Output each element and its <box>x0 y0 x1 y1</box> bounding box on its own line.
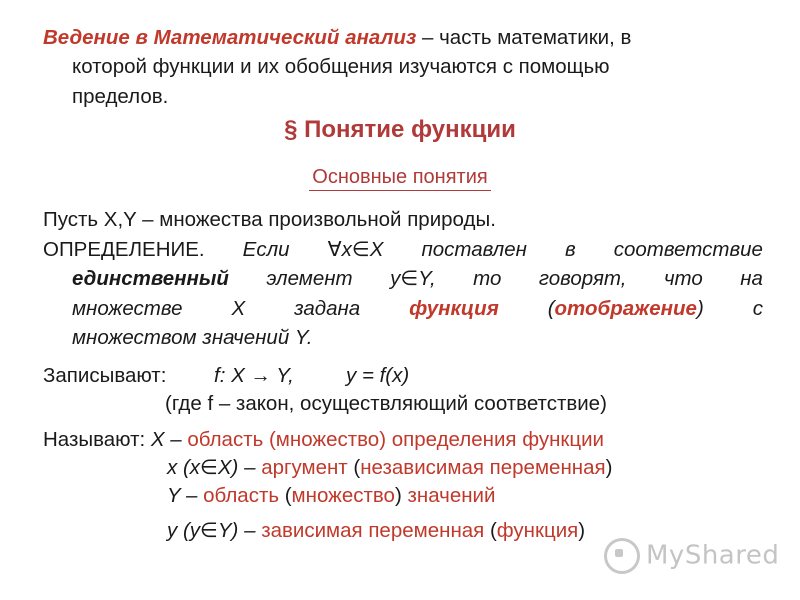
naming-row-2 <box>167 455 612 481</box>
def-word: y∈Y, <box>390 267 436 290</box>
def-word: что <box>663 267 703 290</box>
paren: ( <box>489 519 497 542</box>
naming-def: область (множество) определения функции <box>187 428 605 451</box>
notation-label: Записывают: <box>43 364 167 387</box>
intro-line-1 <box>43 25 631 51</box>
def-open-paren: ( <box>547 297 555 320</box>
def-word: Если <box>242 238 290 261</box>
naming-var: y (y∈Y) – <box>167 519 256 542</box>
def-word: множестве <box>72 297 183 320</box>
definition-line-4: множеством значений Y. <box>72 326 313 349</box>
naming-var: x (x∈X) – <box>167 456 256 479</box>
naming-def: функция <box>496 519 579 542</box>
watermark-text: MyShared <box>646 540 780 571</box>
naming-def: область <box>203 484 280 507</box>
def-word: с <box>752 297 763 320</box>
def-word-function: функция <box>409 297 499 320</box>
def-word-bold: единственный <box>72 267 229 290</box>
def-word: ∀x∈X <box>327 238 384 261</box>
paren: ) <box>578 519 586 542</box>
definition-line-1 <box>43 237 763 263</box>
definition-line-3 <box>72 296 763 322</box>
def-word: X <box>231 297 246 320</box>
section-title: § Понятие функции <box>284 116 516 143</box>
notation-formula-1: f: X → Y, <box>214 364 294 387</box>
def-paren-group <box>548 296 704 322</box>
def-word: то <box>473 267 502 290</box>
naming-def: значений <box>407 484 496 507</box>
naming-var: X – <box>150 428 182 451</box>
naming-def: зависимая переменная <box>261 519 485 542</box>
notation-note: (где f – закон, осуществляющий соответствие) <box>165 392 607 415</box>
naming-var: Y – <box>167 484 198 507</box>
def-close-paren: ) <box>696 297 704 320</box>
def-word: на <box>740 267 763 290</box>
paren: ) <box>605 456 613 479</box>
naming-def: множество <box>291 484 395 507</box>
naming-def: независимая переменная <box>360 456 606 479</box>
watermark-logo-icon <box>604 538 640 574</box>
naming-row-1 <box>43 427 604 453</box>
subsection-title <box>0 166 800 189</box>
def-word: элемент <box>266 267 353 290</box>
let-line: Пусть X,Y – множества произвольной природы. <box>43 208 496 231</box>
subsection-title-text: Основные понятия <box>309 166 490 191</box>
naming-label: Называют: <box>43 428 146 451</box>
naming-row-4 <box>167 518 585 544</box>
intro-line-2: которой функции и их обобщения изучаются с помощью <box>72 55 610 78</box>
def-word: говорят, <box>538 267 627 290</box>
paren: ( <box>353 456 361 479</box>
intro-line-3: пределов. <box>72 85 169 108</box>
paren: ) <box>394 484 402 507</box>
definition-label: ОПРЕДЕЛЕНИЕ. <box>43 238 205 261</box>
def-word: в <box>564 238 576 261</box>
def-word: задана <box>294 297 361 320</box>
def-word: поставлен <box>421 238 527 261</box>
definition-line-2 <box>72 266 763 292</box>
def-word-mapping: отображение <box>554 297 697 320</box>
watermark <box>604 538 779 574</box>
intro-line1-rest: – часть математики, в <box>416 26 632 49</box>
intro-term: Ведение в Математический анализ <box>43 26 417 49</box>
naming-def: аргумент <box>261 456 348 479</box>
naming-row-3 <box>167 483 495 509</box>
def-word: соответствие <box>613 238 763 261</box>
notation-formula-2: y = f(x) <box>346 364 410 387</box>
paren: ( <box>284 484 292 507</box>
